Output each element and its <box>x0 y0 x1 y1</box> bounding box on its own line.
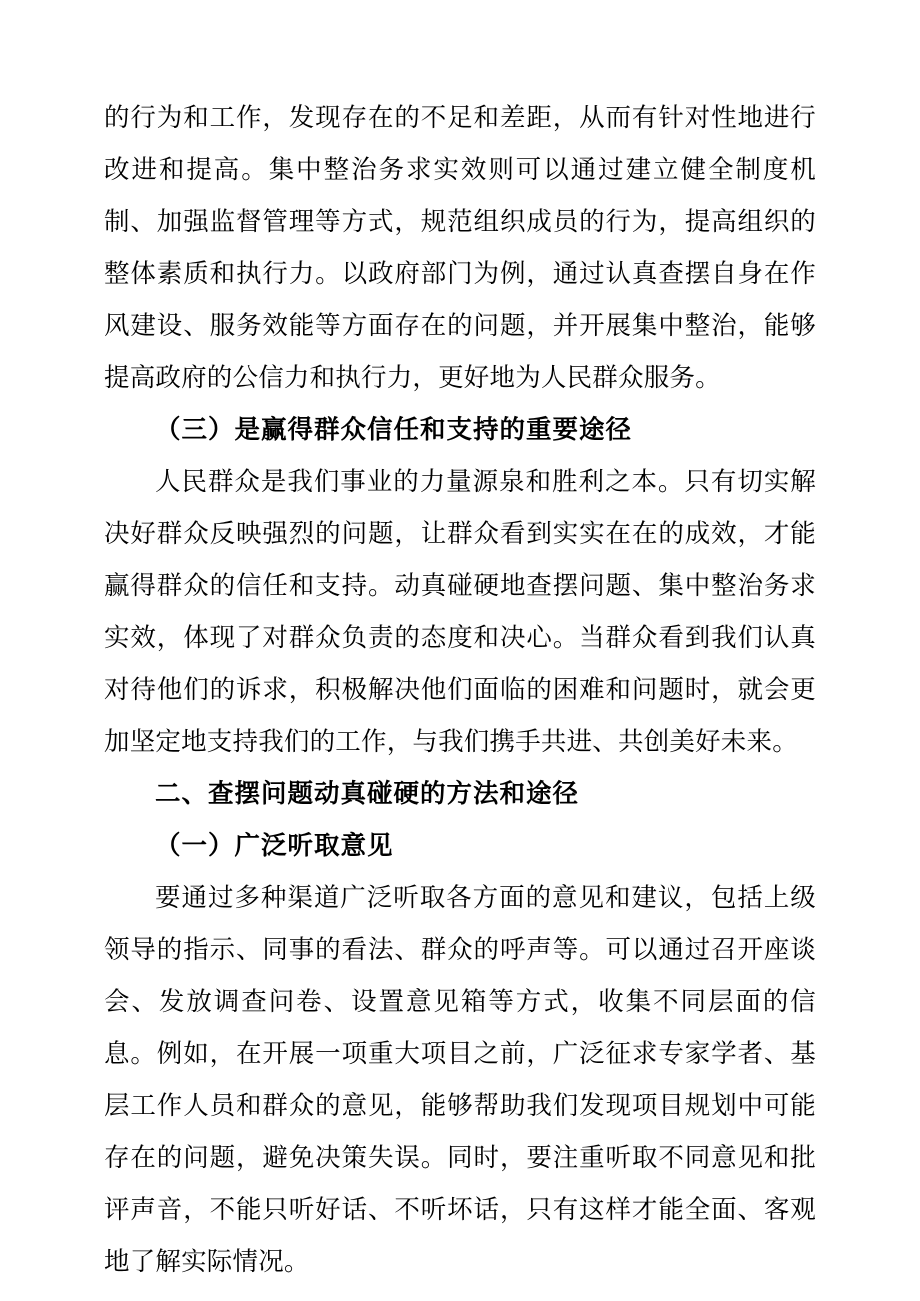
paragraph-continued: 的行为和工作，发现存在的不足和差距，从而有针对性地进行改进和提高。集中整治务求实效则可以通过建立健全制度机制、加强监督管理等方式，规范组织成员的行为，提高组织的整体素质和执行力。以政府部门为例，通过认真查摆自身在作风建设、服务效能等方面存在的问题，并开展集中整治，能够提高政府的公信力和执行力，更好地为人民群众服务。 <box>104 103 816 392</box>
heading-section-two: 二、查摆问题动真碰硬的方法和途径 <box>155 779 580 808</box>
document-body <box>104 92 816 1288</box>
paragraph-listen-opinions: 要通过多种渠道广泛听取各方面的意见和建议，包括上级领导的指示、同事的看法、群众的呼声等。可以通过召开座谈会、发放调查问卷、设置意见箱等方式，收集不同层面的信息。例如，在开展一项重大项目之前，广泛征求专家学者、基层工作人员和群众的意见，能够帮助我们发现项目规划中可能存在的问题，避免决策失误。同时，要注重听取不同意见和批评声音，不能只听好话、不听坏话，只有这样才能全面、客观地了解实际情况。 <box>104 883 816 1276</box>
heading-section-3: （三）是赢得群众信任和支持的重要途径 <box>155 415 633 444</box>
paragraph-masses-trust: 人民群众是我们事业的力量源泉和胜利之本。只有切实解决好群众反映强烈的问题，让群众看到实实在在的成效，才能赢得群众的信任和支持。动真碰硬地查摆问题、集中整治务求实效，体现了对群众负责的态度和决心。当群众看到我们认真对待他们的诉求，积极解决他们面临的困难和问题时，就会更加坚定地支持我们的工作，与我们携手共进、共创美好未来。 <box>104 467 816 756</box>
heading-subsection-1: （一）广泛听取意见 <box>155 831 394 860</box>
